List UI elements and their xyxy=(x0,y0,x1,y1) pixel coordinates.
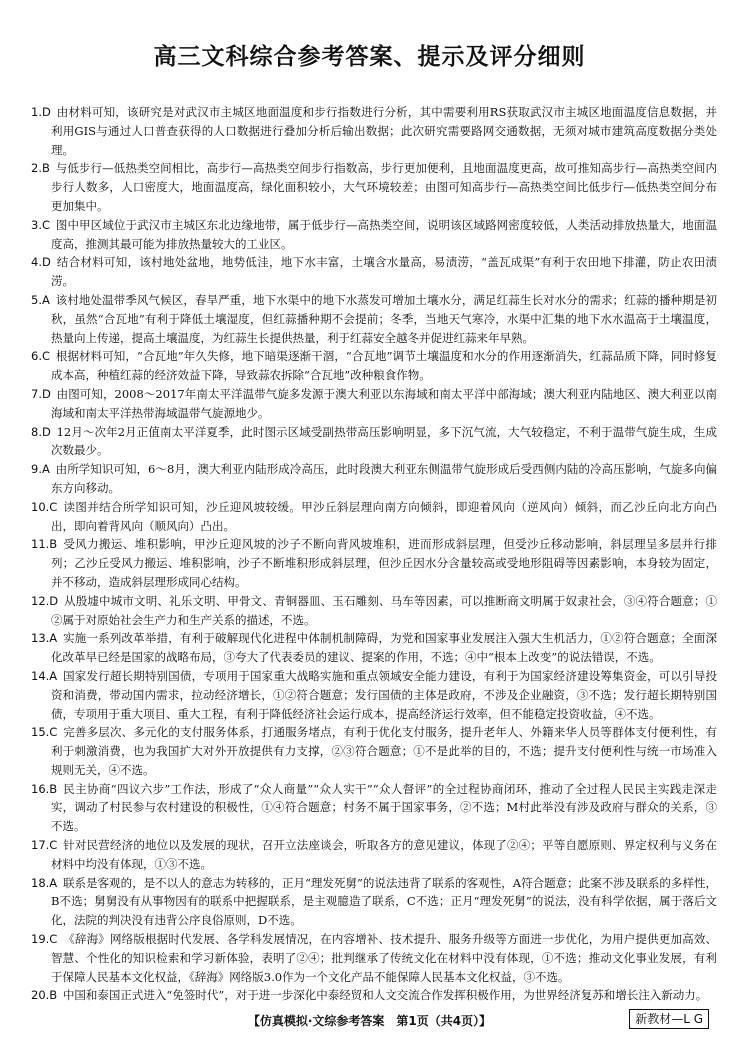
edition-badge: 新教材—L G xyxy=(629,1009,709,1029)
answer-choice: B xyxy=(49,988,58,1003)
answer-number: 8. xyxy=(31,424,42,439)
answer-choice: B xyxy=(41,161,50,176)
answer-item xyxy=(31,291,717,347)
answer-number: 13. xyxy=(31,631,50,646)
answer-choice: D xyxy=(41,255,51,270)
answer-number: 18. xyxy=(31,875,50,890)
answer-item xyxy=(31,667,717,723)
answer-number: 6. xyxy=(31,349,42,364)
answer-item xyxy=(31,723,717,779)
answer-choice: C xyxy=(41,217,51,232)
answer-item xyxy=(31,253,717,291)
answer-item xyxy=(31,216,717,254)
answer-explanation: 联系是客观的，是不以人的意志为转移的，正月“理发死舅”的说法违背了联系的客观性，A符合题意；此案不涉及联系的多样性，B不选；舅舅没有从事物因有的联系中把握联系，是主观臆造了联系，C不选；正月“理发死舅”的说法，没有科学依据，属于落后文化，法院的判决没有违背公序良俗原则，D不选。 xyxy=(51,875,717,928)
answer-number: 17. xyxy=(31,838,50,853)
answer-number: 7. xyxy=(31,386,42,401)
footer-page-info: 【仿真模拟·文综参考答案 第1页（共4页）】 xyxy=(247,1014,492,1028)
answer-explanation: 结合材料可知，该村地处盆地，地势低洼，地下水丰富，土壤含水量高，易渍涝，“盖瓦成渠”有利于农田地下排灌，防止农田渍涝。 xyxy=(51,255,717,289)
answer-choice: C xyxy=(49,838,58,853)
answer-choice: B xyxy=(49,537,58,552)
answer-number: 12. xyxy=(31,593,50,608)
answer-explanation: 从殷墟中城市文明、礼乐文明、甲骨文、青铜器皿、玉石雕刻、马车等因素，可以推断商文明属于奴隶社会，③④符合题意；①②属于对原始社会生产力和生产关系的描述，不选。 xyxy=(51,593,717,627)
answer-explanation: 12月～次年2月正值南太平洋夏季，此时图示区域受副热带高压影响明显，多下沉气流，大气较稳定，不利于温带气旋生成，生成次数最少。 xyxy=(51,424,717,458)
answer-explanation: 中国和泰国正式进入“免签时代”，对于进一步深化中泰经贸和人文交流合作发挥积极作用，为世界经济复苏和增长注入新动力。 xyxy=(62,988,708,1003)
answer-item xyxy=(31,498,717,536)
answer-number: 16. xyxy=(31,781,50,796)
answer-item xyxy=(31,423,717,461)
answer-explanation: 根据材料可知，“合瓦地”年久失修，地下暗渠逐渐干涸，“合瓦地”调节土壤温度和水分的作用逐渐消失，红蒜品质下降，同时修复成本高，种植红蒜的经济效益下降，导致蒜农拆除“合瓦地”改种粮食作物。 xyxy=(51,349,717,383)
answer-explanation: 国家发行超长期特别国债，专项用于国家重大战略实施和重点领域安全能力建设，有利于为国家经济建设筹集资金，可以引导投资和消费，带动国内需求，拉动经济增长，①②符合题意；发行国债的主体是政府，不涉及企业融资，③不选；发行超长期特别国债，专项用于重大项目、重大工程，有利于降低经济社会运行成本，提高经济运行效率，但不能稳定投资收益，④不选。 xyxy=(51,668,717,721)
answer-explanation: 针对民营经济的地位以及发展的现状，召开立法座谈会，听取各方的意见建议，体现了②④；平等自愿原则、界定权利与义务在材料中均没有体现，①③不选。 xyxy=(51,838,717,871)
answer-number: 5. xyxy=(31,292,42,307)
answer-number: 15. xyxy=(31,725,50,740)
answer-number: 10. xyxy=(31,499,50,514)
answer-choice: C xyxy=(49,725,58,740)
answer-item xyxy=(31,836,717,874)
answer-number: 11. xyxy=(31,537,50,552)
answer-item xyxy=(31,874,717,930)
answer-item xyxy=(31,780,717,836)
answer-list xyxy=(31,103,717,1005)
answer-explanation: 由图可知，2008～2017年南太平洋温带气旋多发源于澳大利亚以东海域和南太平洋中部海域；澳大利亚内陆地区、澳大利亚以南海域和南太平洋热带海域温带气旋源地少。 xyxy=(51,386,717,420)
answer-number: 4. xyxy=(31,255,42,270)
answer-choice: C xyxy=(49,499,58,514)
page-title: 高三文科综合参考答案、提示及评分细则 xyxy=(153,44,586,70)
answer-choice: D xyxy=(41,105,51,119)
answer-item xyxy=(31,535,717,591)
answer-item xyxy=(31,460,717,498)
answer-explanation: 图中甲区域位于武汉市主城区东北边缘地带，属于低步行—高热类空间，说明该区域路网密度较低，人类活动排放热量大，地面温度高，推测其最可能为排放热量较大的工业区。 xyxy=(51,217,717,251)
answer-explanation: 实施一系列改革举措，有利于破解现代化进程中体制机制障碍，为党和国家事业发展注入强大生机活力，①②符合题意；全面深化改革早已经是国家的战略布局，③夸大了代表委员的建议、提案的作用，不选；④中“根本上改变”的说法错误，不选。 xyxy=(51,631,717,665)
answer-item xyxy=(31,103,717,159)
answer-explanation: 由所学知识可知，6～8月，澳大利亚内陆形成冷高压，此时段澳大利亚东侧温带气旋形成后受西侧内陆的冷高压影响，气旋多向偏东方向移动。 xyxy=(51,462,717,495)
answer-choice: B xyxy=(49,781,58,796)
answer-explanation: 读图并结合所学知识可知，沙丘迎风坡较缓。甲沙丘斜层理向南方向倾斜，即迎着风向（逆风向）倾斜，而乙沙丘向北方向凸出，即向着背风向（顺风向）凸出。 xyxy=(51,499,717,533)
answer-item xyxy=(31,629,717,667)
answer-item xyxy=(31,930,717,986)
answer-item xyxy=(31,385,717,423)
answer-choice: A xyxy=(49,668,58,683)
answer-item xyxy=(31,986,717,1005)
answer-choice: C xyxy=(41,349,51,364)
answer-number: 2. xyxy=(31,161,42,176)
answer-explanation: 民主协商“四议六步”工作法，形成了“众人商量”“众人实干”“众人督评”的全过程协商闭环，推动了全过程人民民主实践走深走实，调动了村民参与农村建设的积极性，①④符合题意；村务不属于国家事务，②不选；M村此举没有涉及政府与群众的关系，③不选。 xyxy=(51,781,717,834)
answer-explanation: 该村地处温带季风气候区，春旱严重，地下水渠中的地下水蒸发可增加土壤水分，满足红蒜生长对水分的需求；红蒜的播种期是初秋，虽然“合瓦地”有利于降低土壤湿度，但红蒜播种期不会提前；冬季，当地天气寒冷，水渠中汇集的地下水水温高于土壤温度，热量向上传递，提高土壤温度，为红蒜生长提供热量，利于红蒜安全越冬并促进红蒜来年早熟。 xyxy=(51,292,717,345)
answer-item xyxy=(31,347,717,385)
answer-explanation: 由材料可知，该研究是对武汉市主城区地面温度和步行指数进行分析，其中需要利用RS获取武汉市主城区地面温度信息数据，并利用GIS与通过人口普查获得的人口数据进行叠加分析后输出数据；此次研究需要路网交通数据，无须对城市建筑高度数据分类处理。 xyxy=(51,105,717,157)
answer-explanation: 完善多层次、多元化的支付服务体系，打通服务堵点，有利于优化支付服务，提升老年人、外籍来华人员等群体支付便利性，有利于刺激消费，也为我国扩大对外开放提供有力支撑，②③符合题意；①不是此举的目的，不选；提升支付便利性与统一市场准入规则无关，④不选。 xyxy=(51,725,717,777)
answer-choice: A xyxy=(49,875,58,890)
answer-number: 9. xyxy=(31,462,42,477)
answer-explanation: 受风力搬运、堆积影响，甲沙丘迎风坡的沙子不断向背风坡堆积，进而形成斜层理，但受沙丘移动影响，斜层理呈多层并行排列；乙沙丘受风力搬运、堆积影响，沙子不断堆积形成斜层理，但沙丘因水分含量较高或受地形阻碍等因素影响，本身较为固定，并不移动，造成斜层理形成同心结构。 xyxy=(51,537,717,589)
answer-choice: A xyxy=(41,462,50,477)
page-footer xyxy=(0,1009,739,1031)
answer-item xyxy=(31,592,717,630)
answer-choice: D xyxy=(41,386,51,401)
answer-number: 19. xyxy=(31,932,50,947)
answer-explanation: 《辞海》网络版根据时代发展、各学科发展情况，在内容增补、技术提升、服务升级等方面进一步优化，为用户提供更加高效、智慧、个性化的知识检索和学习新体验，表明了②④；批判继承了传统文化在材料中没有体现，①不选；推动文化事业发展，有利于保障人民基本文化权益，《辞海》网络版3.0作为一个文化产品不能保障人民基本文化权益，③不选。 xyxy=(51,932,717,984)
answer-explanation: 与低步行—低热类空间相比，高步行—高热类空间步行指数高，步行更加便利，且地面温度更高，故可推知高步行—高热类空间内步行人数多，人口密度大，地面温度高，绿化面积较小，大气环境较差；由图可知高步行—高热类空间比低步行—低热类空间分布更加集中。 xyxy=(51,161,717,213)
answer-choice: D xyxy=(41,424,51,439)
answer-choice: C xyxy=(49,932,58,947)
answer-item xyxy=(31,159,717,215)
answer-choice: A xyxy=(41,292,50,307)
answer-number: 1. xyxy=(31,105,42,119)
answer-number: 3. xyxy=(31,217,42,232)
answer-choice: A xyxy=(49,631,58,646)
answer-number: 20. xyxy=(31,988,50,1003)
answer-choice: D xyxy=(49,593,59,608)
answer-number: 14. xyxy=(31,668,50,683)
